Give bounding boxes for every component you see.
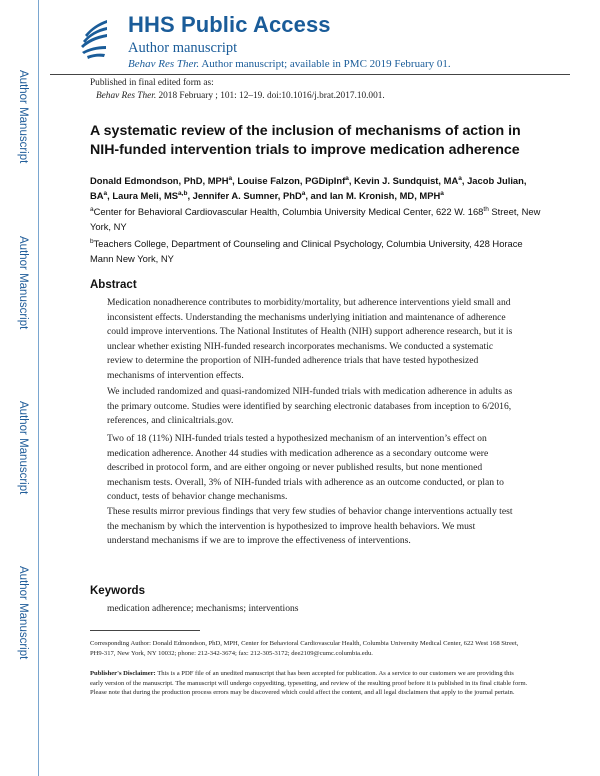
sidebar-label: Author Manuscript — [17, 401, 29, 495]
author-affiliation-marker: a — [103, 189, 108, 197]
author-name: Louise Falzon, PGDipInf — [237, 175, 346, 186]
hhs-public-access-title: HHS Public Access — [128, 12, 331, 37]
abstract-heading: Abstract — [90, 279, 137, 291]
author-separator: , and — [305, 190, 330, 201]
citation: Behav Res Ther. 2018 February ; 101: 12–19. doi:10.1016/j.brat.2017.10.001. — [96, 91, 385, 101]
hhs-eagle-logo-icon — [77, 16, 111, 62]
author-name: Jacob Julian, BA — [90, 175, 527, 201]
keywords-heading: Keywords — [90, 585, 145, 597]
corresponding-author-footnote: Corresponding Author: Donald Edmondson, PhD, MPH, Center for Behavioral Cardiovascular Health, Columbia University Medical Center, 622 West 168 Street, PH9-317, New York, NY 10032; phone: 212-342-3674; fax: 212-305-3172; dee2109@cumc.columbia.edu. — [90, 640, 519, 657]
journal-availability: Behav Res Ther. Author manuscript; available in PMC 2019 February 01. — [128, 58, 451, 70]
footnote-divider — [90, 630, 200, 631]
affiliation-a: $^a$Center for Behavioral Cardiovascular Health, Columbia University Medical Center, 622 W. 168th Street, New York, NY — [90, 205, 541, 232]
author-affiliation-marker: a — [345, 174, 349, 182]
author-affiliation-marker: a — [228, 174, 233, 182]
author-separator: , — [348, 175, 355, 186]
author-manuscript-label: Author manuscript — [128, 40, 238, 56]
published-label: Published in final edited form as: — [90, 78, 214, 88]
article-title: A systematic review of the inclusion of mechanisms of action in NIH-funded intervention trials to improve medication adherence — [90, 123, 521, 158]
author-name: Kevin J. Sundquist, MA — [354, 175, 459, 186]
author-affiliation-marker: a — [301, 189, 306, 197]
author-name: Jennifer A. Sumner, PhD — [192, 190, 302, 201]
sidebar-label: Author Manuscript — [17, 566, 29, 660]
sidebar-label: Author Manuscript — [17, 236, 29, 330]
author-name: Ian M. Kronish, MD, MPH — [329, 190, 441, 201]
abstract-paragraph: These results mirror previous findings that very few studies of behavior change interventions actually test the mechanism by which the intervention is hypothesized to improve health behaviors. We must understand mechanisms if we are to improve the effectiveness of interventions. — [107, 506, 513, 546]
abstract-paragraph: We included randomized and quasi-randomized NIH-funded trials with medication adherence in adults as the primary outcome. Studies were identified by searching electronic databases from inception to 6/2016, references, and clinicaltrials.gov. — [107, 386, 513, 426]
sidebar-divider — [38, 0, 39, 776]
author-separator: , — [187, 190, 193, 201]
header-divider — [50, 74, 570, 75]
author-affiliation-marker: a — [458, 174, 462, 182]
author-affiliation-marker: a,b — [178, 189, 188, 197]
keywords-text: medication adherence; mechanisms; interventions — [107, 603, 299, 614]
author-separator: , — [232, 175, 238, 186]
author-list — [90, 173, 545, 203]
author-affiliation-marker: a — [440, 189, 444, 197]
affiliation-b: $^b$Teachers College, Department of Counseling and Clinical Psychology, Columbia University, 428 Horace Mann New York, NY — [90, 237, 523, 264]
abstract-paragraph: Medication nonadherence contributes to morbidity/mortality, but adherence interventions yield small and inconsistent effects. Understanding the mechanisms underlying initiation and maintenance of adherence could improve interventions. The National Institutes of Health (NIH) support adherence research, but it is unclear whether existing NIH-funded research incorporates mechanisms. We conducted a systematic review to determine the proportion of NIH-funded adherence trials that have tested hypothesized mechanisms of intervention effects. — [107, 297, 513, 381]
author-separator: , — [107, 190, 113, 201]
sidebar-label: Author Manuscript — [17, 70, 29, 164]
publisher-disclaimer: Publisher's Disclaimer: This is a PDF file of an unedited manuscript that has been accepted for publication. As a service to our customers we are providing this early version of the manuscript. The manuscript will undergo copyediting, typesetting, and review of the resulting proof before it is published in its final citable form. Please note that during the production process errors may be discovered which could affect the content, and all legal disclaimers that apply to the journal pertain. — [90, 670, 528, 697]
author-name: Donald Edmondson, PhD, MPH — [90, 175, 229, 186]
abstract-paragraph: Two of 18 (11%) NIH-funded trials tested a hypothesized mechanism of an intervention’s effect on medication adherence. Another 44 studies with medication adherence as a secondary outcome were described in protocol form, and are either ongoing or never published results, but none mentioned mechanism tests. Overall, 3% of NIH-funded trials with adherence as an outcome conducted, or plan to conduct, tests of behavior change mechanisms. — [107, 433, 504, 502]
author-name: Laura Meli, MS — [112, 190, 179, 201]
author-separator: , — [461, 175, 468, 186]
